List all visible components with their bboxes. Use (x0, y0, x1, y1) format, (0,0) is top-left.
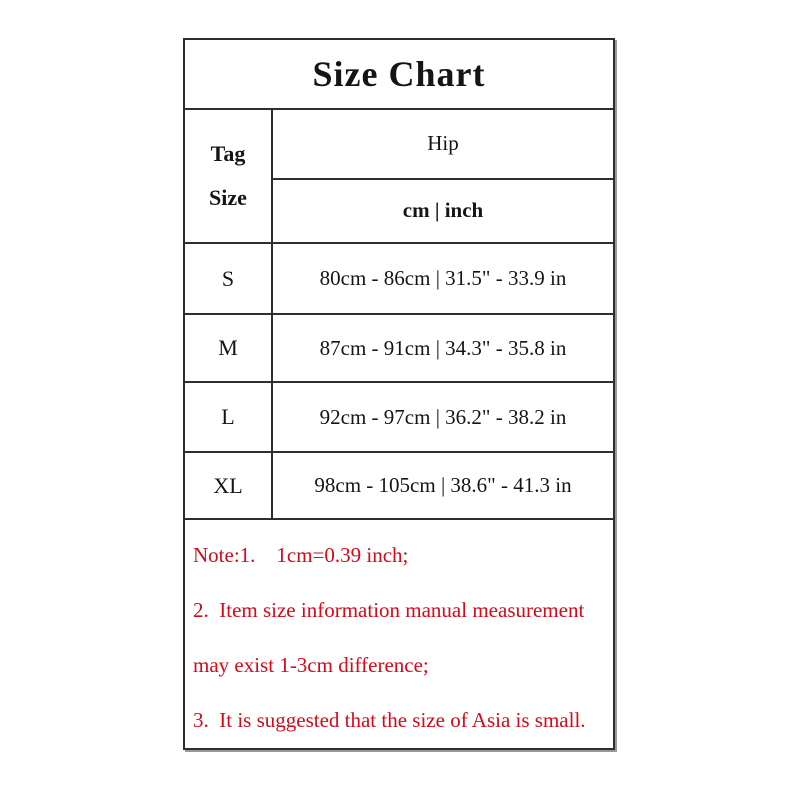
note-line-3: may exist 1-3cm difference; (193, 653, 429, 677)
size-value-xl: XL (185, 453, 273, 518)
header-hip-column (273, 110, 613, 242)
note-line-4: 3. It is suggested that the size of Asia is small. (193, 708, 586, 732)
hip-range-s: 80cm - 86cm | 31.5" - 33.9 in (319, 266, 567, 290)
header-tag-size-cell (185, 110, 273, 242)
table-row (185, 313, 613, 381)
hip-range-l: 92cm - 97cm | 36.2" - 38.2 in (319, 404, 567, 429)
hip-range-m: 87cm - 91cm | 34.3" - 35.8 in (319, 335, 567, 360)
note-line-1: Note:1. 1cm=0.39 inch; (193, 543, 409, 567)
header-hip-label: Hip (427, 131, 459, 156)
size-value-l: L (185, 383, 273, 451)
size-label: Size (209, 184, 247, 210)
table-header (185, 108, 613, 242)
note-line-2: 2. Item size information manual measurement (193, 598, 585, 622)
tag-label: Tag (210, 140, 246, 166)
size-value-m: M (185, 315, 273, 381)
size-value-s: S (185, 244, 273, 314)
notes-section (185, 518, 613, 748)
table-row (185, 451, 613, 518)
hip-range-xl: 98cm - 105cm | 38.6" - 41.3 in (314, 473, 572, 498)
table-row (185, 381, 613, 451)
header-unit-label: cm | inch (273, 178, 613, 242)
page-title: Size Chart (312, 53, 486, 94)
table-row (185, 242, 613, 314)
size-chart-table (183, 38, 615, 750)
